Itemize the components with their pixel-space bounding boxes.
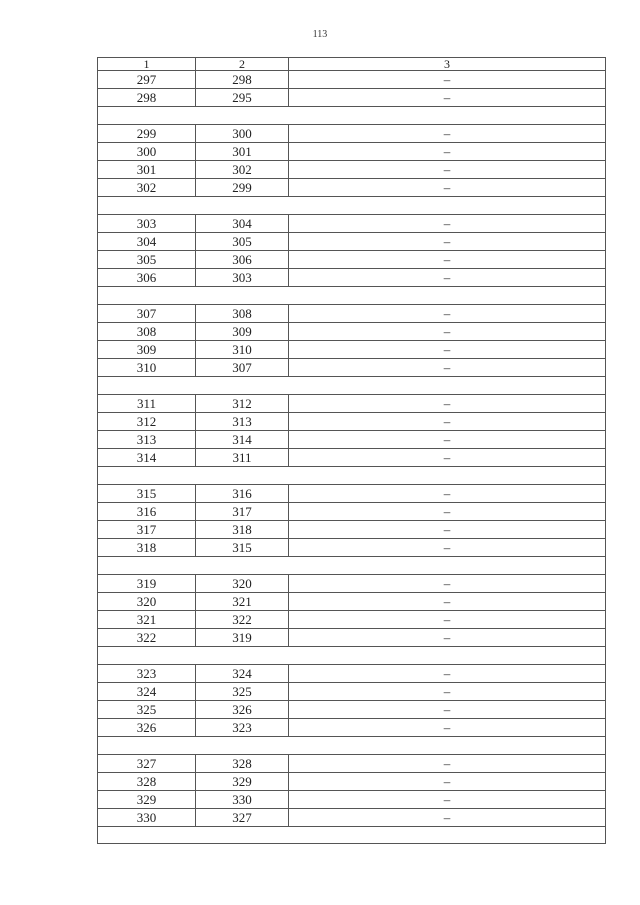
table-cell-col2: 304 — [196, 215, 289, 233]
table-row — [98, 431, 606, 449]
table-cell-col2: 320 — [196, 575, 289, 593]
table-row — [98, 71, 606, 89]
table-cell-col3: – — [289, 161, 606, 179]
table-header-row — [98, 58, 606, 71]
table-cell-col1: 314 — [98, 449, 196, 467]
table-row — [98, 323, 606, 341]
separator-cell — [98, 107, 606, 125]
table-cell-col1: 299 — [98, 125, 196, 143]
table-cell-col3: – — [289, 809, 606, 827]
table-cell-col3: – — [289, 539, 606, 557]
table-cell-col2: 306 — [196, 251, 289, 269]
table-row — [98, 629, 606, 647]
group-separator-row — [98, 197, 606, 215]
group-separator-row — [98, 647, 606, 665]
table-row — [98, 449, 606, 467]
table-row — [98, 719, 606, 737]
table-cell-col1: 327 — [98, 755, 196, 773]
table-cell-col3: – — [289, 629, 606, 647]
table-row — [98, 251, 606, 269]
table-cell-col2: 302 — [196, 161, 289, 179]
table-cell-col3: – — [289, 431, 606, 449]
table-cell-col2: 309 — [196, 323, 289, 341]
table-cell-col3: – — [289, 143, 606, 161]
table-cell-col2: 325 — [196, 683, 289, 701]
table-row — [98, 611, 606, 629]
separator-cell — [98, 737, 606, 755]
table-cell-col3: – — [289, 323, 606, 341]
table-cell-col3: – — [289, 683, 606, 701]
table-cell-col2: 330 — [196, 791, 289, 809]
group-separator-row — [98, 107, 606, 125]
table-row — [98, 539, 606, 557]
column-header-1: 1 — [98, 58, 196, 71]
table-cell-col2: 326 — [196, 701, 289, 719]
group-separator-row — [98, 467, 606, 485]
table-row — [98, 755, 606, 773]
table-cell-col1: 305 — [98, 251, 196, 269]
table-cell-col1: 298 — [98, 89, 196, 107]
table-cell-col2: 328 — [196, 755, 289, 773]
table-cell-col3: – — [289, 575, 606, 593]
table-cell-col2: 315 — [196, 539, 289, 557]
table-cell-col1: 300 — [98, 143, 196, 161]
table-row — [98, 701, 606, 719]
group-separator-row — [98, 377, 606, 395]
table-cell-col2: 321 — [196, 593, 289, 611]
table-cell-col1: 315 — [98, 485, 196, 503]
table-cell-col1: 316 — [98, 503, 196, 521]
separator-cell — [98, 287, 606, 305]
table-row — [98, 179, 606, 197]
table-cell-col1: 325 — [98, 701, 196, 719]
table-cell-col2: 313 — [196, 413, 289, 431]
table-cell-col2: 324 — [196, 665, 289, 683]
table-cell-col2: 312 — [196, 395, 289, 413]
table-cell-col3: – — [289, 395, 606, 413]
table-cell-col3: – — [289, 521, 606, 539]
table-row — [98, 791, 606, 809]
table-cell-col3: – — [289, 341, 606, 359]
table-row — [98, 773, 606, 791]
table-cell-col2: 323 — [196, 719, 289, 737]
table-cell-col3: – — [289, 755, 606, 773]
table-cell-col2: 295 — [196, 89, 289, 107]
separator-cell — [98, 557, 606, 575]
table-row — [98, 683, 606, 701]
table-cell-col1: 302 — [98, 179, 196, 197]
table-cell-col1: 306 — [98, 269, 196, 287]
table-cell-col2: 314 — [196, 431, 289, 449]
table-row — [98, 485, 606, 503]
table-cell-col3: – — [289, 233, 606, 251]
table-cell-col3: – — [289, 701, 606, 719]
table-cell-col3: – — [289, 719, 606, 737]
page-number: 113 — [312, 29, 328, 40]
group-separator-row — [98, 287, 606, 305]
table-cell-col3: – — [289, 485, 606, 503]
table-cell-col3: – — [289, 125, 606, 143]
table-cell-col2: 308 — [196, 305, 289, 323]
table-cell-col3: – — [289, 89, 606, 107]
table-row — [98, 215, 606, 233]
table-cell-col2: 311 — [196, 449, 289, 467]
table-cell-col2: 316 — [196, 485, 289, 503]
table-row — [98, 125, 606, 143]
table-cell-col1: 311 — [98, 395, 196, 413]
table-cell-col1: 328 — [98, 773, 196, 791]
table-row — [98, 233, 606, 251]
table-body — [98, 71, 606, 844]
table-cell-col1: 322 — [98, 629, 196, 647]
table-cell-col2: 301 — [196, 143, 289, 161]
table-row — [98, 665, 606, 683]
table-cell-col2: 305 — [196, 233, 289, 251]
table-cell-col1: 323 — [98, 665, 196, 683]
table-cell-col1: 329 — [98, 791, 196, 809]
table-cell-col1: 303 — [98, 215, 196, 233]
data-table — [97, 57, 606, 844]
table-row — [98, 521, 606, 539]
table-cell-col3: – — [289, 359, 606, 377]
table-cell-col3: – — [289, 71, 606, 89]
table-cell-col1: 310 — [98, 359, 196, 377]
table-cell-col3: – — [289, 179, 606, 197]
group-separator-row — [98, 827, 606, 844]
table-cell-col3: – — [289, 215, 606, 233]
table-row — [98, 269, 606, 287]
table-cell-col3: – — [289, 269, 606, 287]
separator-cell — [98, 827, 606, 844]
separator-cell — [98, 647, 606, 665]
table-cell-col1: 301 — [98, 161, 196, 179]
table-cell-col1: 312 — [98, 413, 196, 431]
table-cell-col3: – — [289, 305, 606, 323]
table-cell-col2: 300 — [196, 125, 289, 143]
table-cell-col2: 317 — [196, 503, 289, 521]
table-row — [98, 809, 606, 827]
table-cell-col1: 308 — [98, 323, 196, 341]
table-cell-col1: 326 — [98, 719, 196, 737]
table-cell-col1: 330 — [98, 809, 196, 827]
table-cell-col1: 313 — [98, 431, 196, 449]
table-cell-col2: 327 — [196, 809, 289, 827]
table-cell-col1: 321 — [98, 611, 196, 629]
separator-cell — [98, 197, 606, 215]
table-row — [98, 593, 606, 611]
table-row — [98, 143, 606, 161]
table-cell-col3: – — [289, 251, 606, 269]
table-row — [98, 161, 606, 179]
table-row — [98, 89, 606, 107]
table-cell-col2: 303 — [196, 269, 289, 287]
table-cell-col2: 322 — [196, 611, 289, 629]
table-row — [98, 359, 606, 377]
table-row — [98, 413, 606, 431]
table-cell-col3: – — [289, 665, 606, 683]
separator-cell — [98, 377, 606, 395]
column-header-2: 2 — [196, 58, 289, 71]
table-cell-col2: 298 — [196, 71, 289, 89]
table-row — [98, 575, 606, 593]
table-cell-col2: 310 — [196, 341, 289, 359]
table-cell-col1: 317 — [98, 521, 196, 539]
table-cell-col2: 329 — [196, 773, 289, 791]
table-cell-col1: 324 — [98, 683, 196, 701]
table-cell-col1: 307 — [98, 305, 196, 323]
table-cell-col1: 309 — [98, 341, 196, 359]
table-cell-col3: – — [289, 593, 606, 611]
table-cell-col3: – — [289, 611, 606, 629]
table-cell-col2: 319 — [196, 629, 289, 647]
table-cell-col2: 299 — [196, 179, 289, 197]
table-cell-col3: – — [289, 413, 606, 431]
table-cell-col2: 307 — [196, 359, 289, 377]
table-cell-col1: 297 — [98, 71, 196, 89]
table-row — [98, 305, 606, 323]
column-header-3: 3 — [289, 58, 606, 71]
table-cell-col2: 318 — [196, 521, 289, 539]
group-separator-row — [98, 737, 606, 755]
table-cell-col3: – — [289, 791, 606, 809]
table-cell-col1: 318 — [98, 539, 196, 557]
separator-cell — [98, 467, 606, 485]
table-cell-col1: 320 — [98, 593, 196, 611]
group-separator-row — [98, 557, 606, 575]
table-row — [98, 341, 606, 359]
table-row — [98, 395, 606, 413]
table-cell-col3: – — [289, 449, 606, 467]
table-row — [98, 503, 606, 521]
table-cell-col3: – — [289, 773, 606, 791]
table-cell-col1: 304 — [98, 233, 196, 251]
table-cell-col3: – — [289, 503, 606, 521]
table-cell-col1: 319 — [98, 575, 196, 593]
